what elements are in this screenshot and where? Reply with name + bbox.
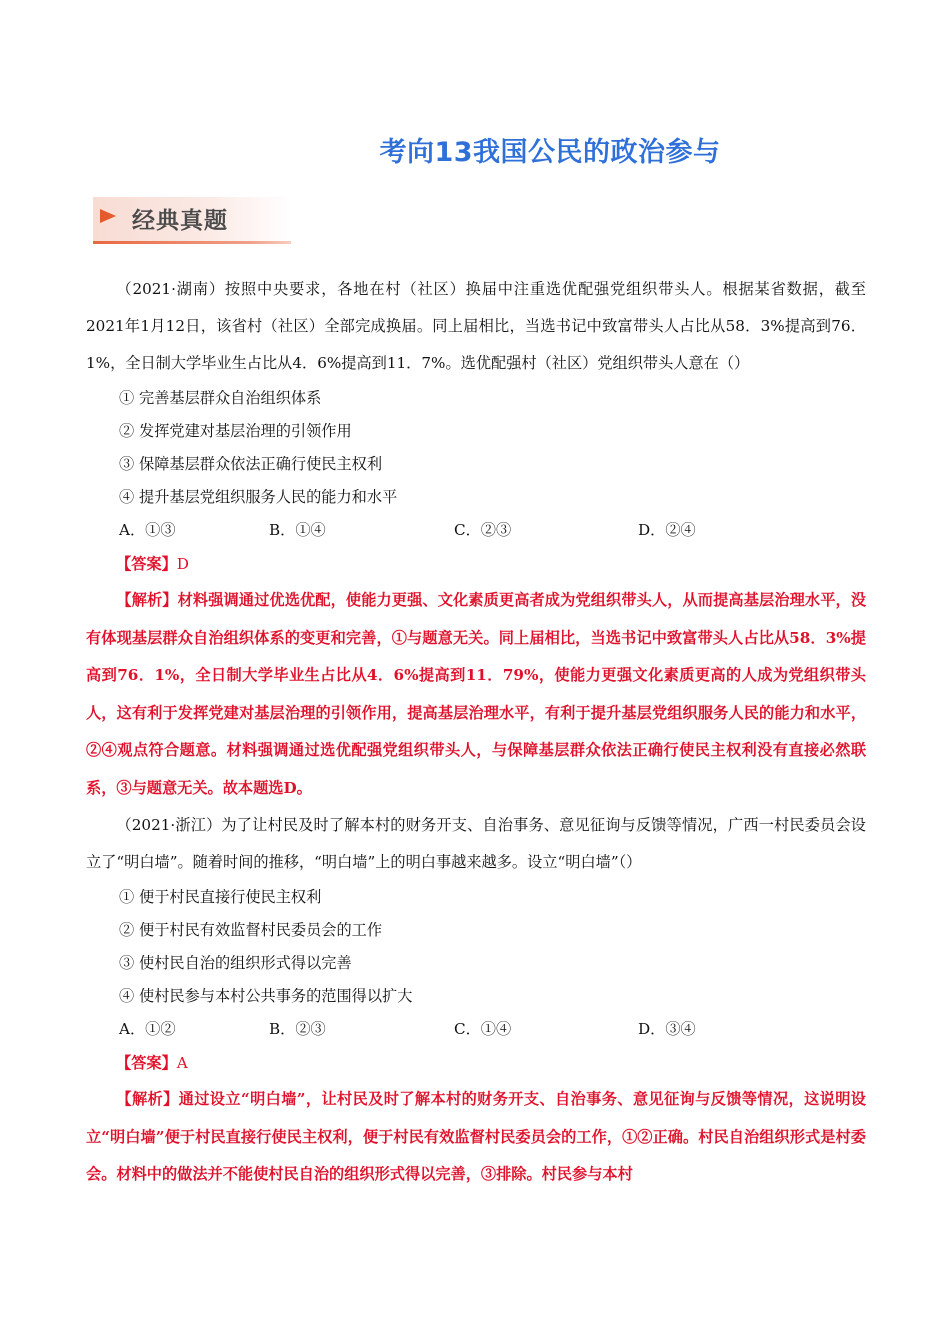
analysis-label: 【解析】 (116, 591, 178, 609)
answer-value: D (176, 555, 189, 573)
choice-c: C．①④ (454, 1020, 512, 1038)
question-2-answer (86, 1046, 866, 1081)
question-1-choices (86, 514, 866, 547)
analysis-text: 通过设立“明白墙”，让村民及时了解本村的财务开支、自治事务、意见征询与反馈等情况，这说明设立“明白墙”便于村民直接行使民主权利，便于村民有效监督村民委员会的工作，①②正确。村民自治组织形式是村委会。材料中的做法并不能使村民自治的组织形式得以完善，③排除。村民参与本村 (86, 1090, 866, 1183)
question-1-analysis (86, 582, 866, 807)
question-1-option-2: ② 发挥党建对基层治理的引领作用 (119, 422, 352, 440)
choice-a: A．①② (119, 1020, 176, 1038)
question-1-stem: （2021·湖南）按照中央要求，各地在村（社区）换届中注重选优配强党组织带头人。根据某省数据，截至2021年1月12日，该省村（社区）全部完成换届。同上届相比，当选书记中致富带头人占比从58．3%提高到76．1%，全日制大学毕业生占比从4．6%提高到11．7%。选优配强村（社区）党组织带头人意在（） (86, 280, 866, 372)
choice-c: C．②③ (454, 521, 512, 539)
document-body (86, 271, 866, 1194)
question-1-option-1: ① 完善基层群众自治组织体系 (119, 389, 322, 407)
question-1-answer (86, 547, 866, 582)
answer-label: 【答案】 (116, 555, 177, 573)
choice-b: B．②③ (269, 1020, 326, 1038)
choice-d: D．③④ (638, 1020, 696, 1038)
question-2-choices (86, 1013, 866, 1046)
question-2-stem: （2021·浙江）为了让村民及时了解本村的财务开支、自治事务、意见征询与反馈等情况，广西一村民委员会设立了“明白墙”。随着时间的推移，“明白墙”上的明白事越来越多。设立“明白墙”（） (86, 816, 866, 871)
section-title: 经典真题 (132, 208, 228, 234)
question-1-option-3: ③ 保障基层群众依法正确行使民主权利 (119, 455, 383, 473)
choice-b: B．①④ (269, 521, 326, 539)
analysis-text: 材料强调通过优选优配，使能力更强、文化素质更高者成为党组织带头人，从而提高基层治理水平，没有体现基层群众自治组织体系的变更和完善，①与题意无关。同上届相比，当选书记中致富带头人占比从58．3%提高到76．1%，全日制大学毕业生占比从4．6%提高到11．79%，使能力更强文化素质更高的人成为党组织带头人，这有利于发挥党建对基层治理的引领作用，提高基层治理水平，有利于提升基层党组织服务人民的能力和水平，②④观点符合题意。材料强调通过选优配强党组织带头人，与保障基层群众依法正确行使民主权利没有直接必然联系，③与题意无关。故本题选D。 (86, 591, 867, 797)
choice-a: A．①③ (119, 521, 176, 539)
section-banner-underline (93, 241, 291, 244)
question-2-analysis (86, 1081, 866, 1194)
question-2-option-1: ① 便于村民直接行使民主权利 (119, 888, 322, 906)
question-2-option-2: ② 便于村民有效监督村民委员会的工作 (119, 921, 383, 939)
question-2-option-3: ③ 使村民自治的组织形式得以完善 (119, 954, 352, 972)
analysis-label: 【解析】 (116, 1090, 179, 1108)
page-title: 考向13我国公民的政治参与 (379, 137, 721, 168)
answer-value: A (176, 1054, 188, 1072)
question-1-option-4: ④ 提升基层党组织服务人民的能力和水平 (119, 488, 398, 506)
choice-d: D．②④ (638, 521, 696, 539)
arrow-right-icon (100, 209, 116, 223)
answer-label: 【答案】 (116, 1054, 177, 1072)
question-2-option-4: ④ 使村民参与本村公共事务的范围得以扩大 (119, 987, 413, 1005)
